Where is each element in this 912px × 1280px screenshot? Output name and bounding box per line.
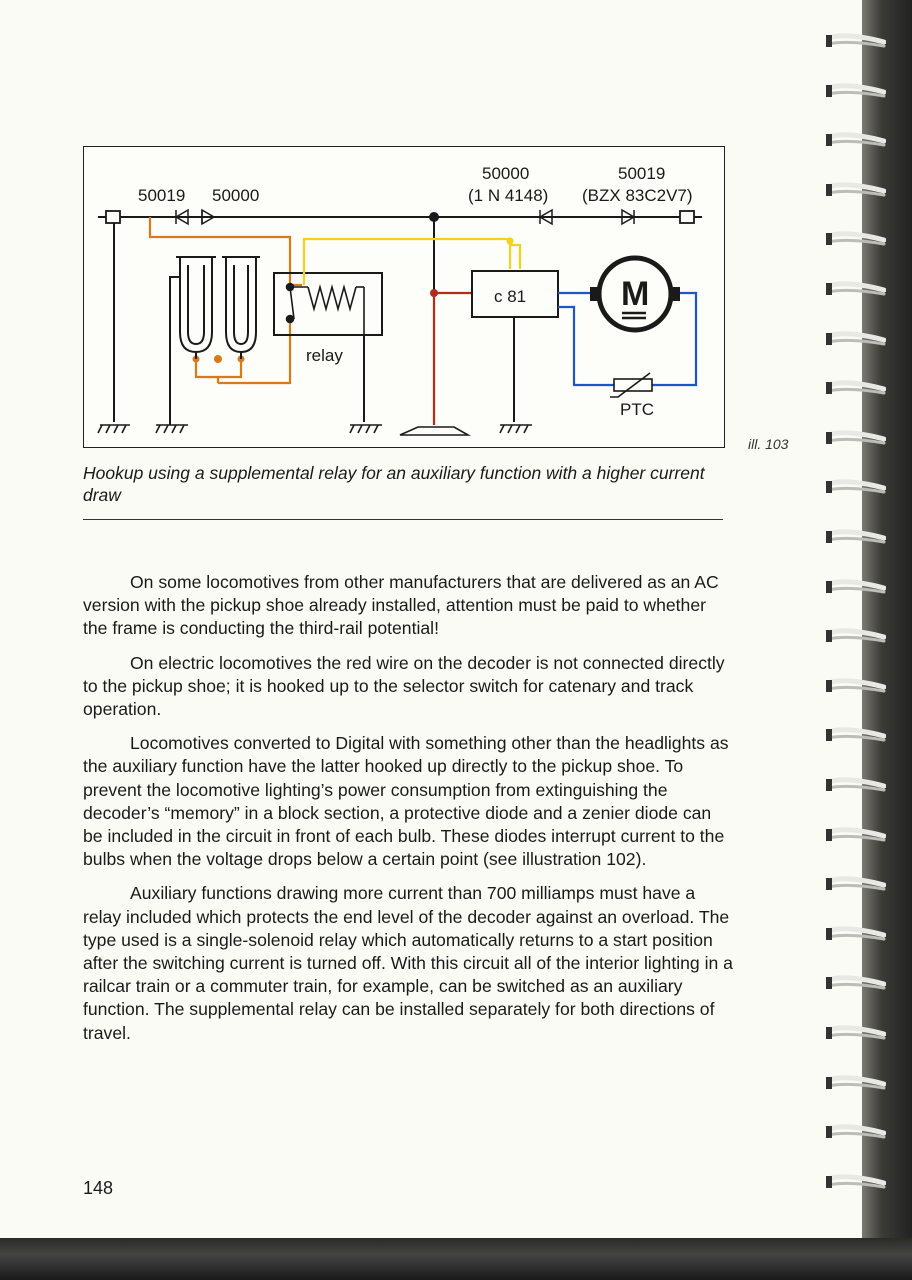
decoder-label: c 81 — [494, 287, 527, 306]
binding-coil — [826, 377, 886, 399]
binding-coil — [826, 80, 886, 102]
circuit-schematic — [84, 147, 724, 447]
binding-coil — [826, 278, 886, 300]
binding-coil — [826, 873, 886, 895]
binding-coil — [826, 1022, 886, 1044]
caption-divider — [83, 519, 723, 520]
binding-coil — [826, 179, 886, 201]
binding-coil — [826, 625, 886, 647]
paragraph: On some locomotives from other manufacturers that are delivered as an AC version with the pickup shoe already installed, attention must be paid to whether the frame is conducting the third-rail potential! — [83, 572, 719, 639]
page-number: 148 — [83, 1178, 114, 1198]
wiring-diagram — [83, 146, 725, 448]
illustration-number: ill. 103 — [748, 436, 789, 452]
ptc-label: PTC — [620, 400, 654, 419]
binding-coil — [826, 923, 886, 945]
binding-coil — [826, 129, 886, 151]
bulb-pair-icon — [170, 257, 260, 425]
ground-symbols — [98, 425, 532, 433]
binding-coil — [826, 1072, 886, 1094]
bottom-background — [0, 1238, 912, 1280]
label-50000-right: 50000 — [482, 164, 530, 183]
binding-coil — [826, 774, 886, 796]
relay-label: relay — [306, 346, 343, 365]
binding-coil — [826, 526, 886, 548]
label-50019-left: 50019 — [138, 186, 186, 205]
left-bulb-socket-icon — [106, 211, 120, 223]
paragraph: Auxiliary functions drawing more current than 700 milliamps must have a relay included which protects the end level of the decoder against an overload. The type used is a single-solenoid relay which automatically returns to a start position after the switching current is turned off. With this circuit all of the interior lighting in a railcar train or a commuter train, for example, can be switched as an auxiliary function. The supplemental relay can be installed separately for both directions of travel. — [83, 883, 733, 1043]
ptc-resistor-icon — [610, 373, 652, 397]
binding-coil — [826, 972, 886, 994]
paragraph: On electric locomotives the red wire on the decoder is not connected directly to the pickup shoe; it is hooked up to the selector switch for catenary and track operation. — [83, 652, 725, 720]
binding-coil — [826, 675, 886, 697]
label-bzx: (BZX 83C2V7) — [582, 186, 693, 205]
right-bulb-socket-icon — [680, 211, 694, 223]
binding-coil — [826, 427, 886, 449]
binding-coil — [826, 228, 886, 250]
label-50000-left: 50000 — [212, 186, 260, 205]
body-text — [83, 571, 733, 1056]
label-1n4148: (1 N 4148) — [468, 186, 549, 205]
binding-coil — [826, 1171, 886, 1193]
pickup-shoe-icon — [400, 427, 468, 435]
label-50019-right: 50019 — [618, 164, 666, 183]
motor-label: M — [621, 275, 650, 313]
binding-coil — [826, 1121, 886, 1143]
binding-coil — [826, 576, 886, 598]
paragraph: Locomotives converted to Digital with something other than the headlights as the auxiliary function have the latter hooked up directly to the pickup shoe. To prevent the locomotive lighting’s power consumption from extinguishing the decoder’s “memory” in a block section, a protective diode and a zenier diode can be included in the circuit in front of each bulb. These diodes interrupt current to the bulbs when the voltage drops below a certain point (see illustration 102). — [83, 733, 729, 870]
relay-coil-icon — [287, 284, 365, 336]
binding-coil — [826, 824, 886, 846]
binding-coil — [826, 328, 886, 350]
binding-coil — [826, 476, 886, 498]
figure-caption: Hookup using a supplemental relay for an auxiliary function with a higher current draw — [83, 463, 705, 505]
binding-coil — [826, 30, 886, 52]
binding-coil — [826, 724, 886, 746]
